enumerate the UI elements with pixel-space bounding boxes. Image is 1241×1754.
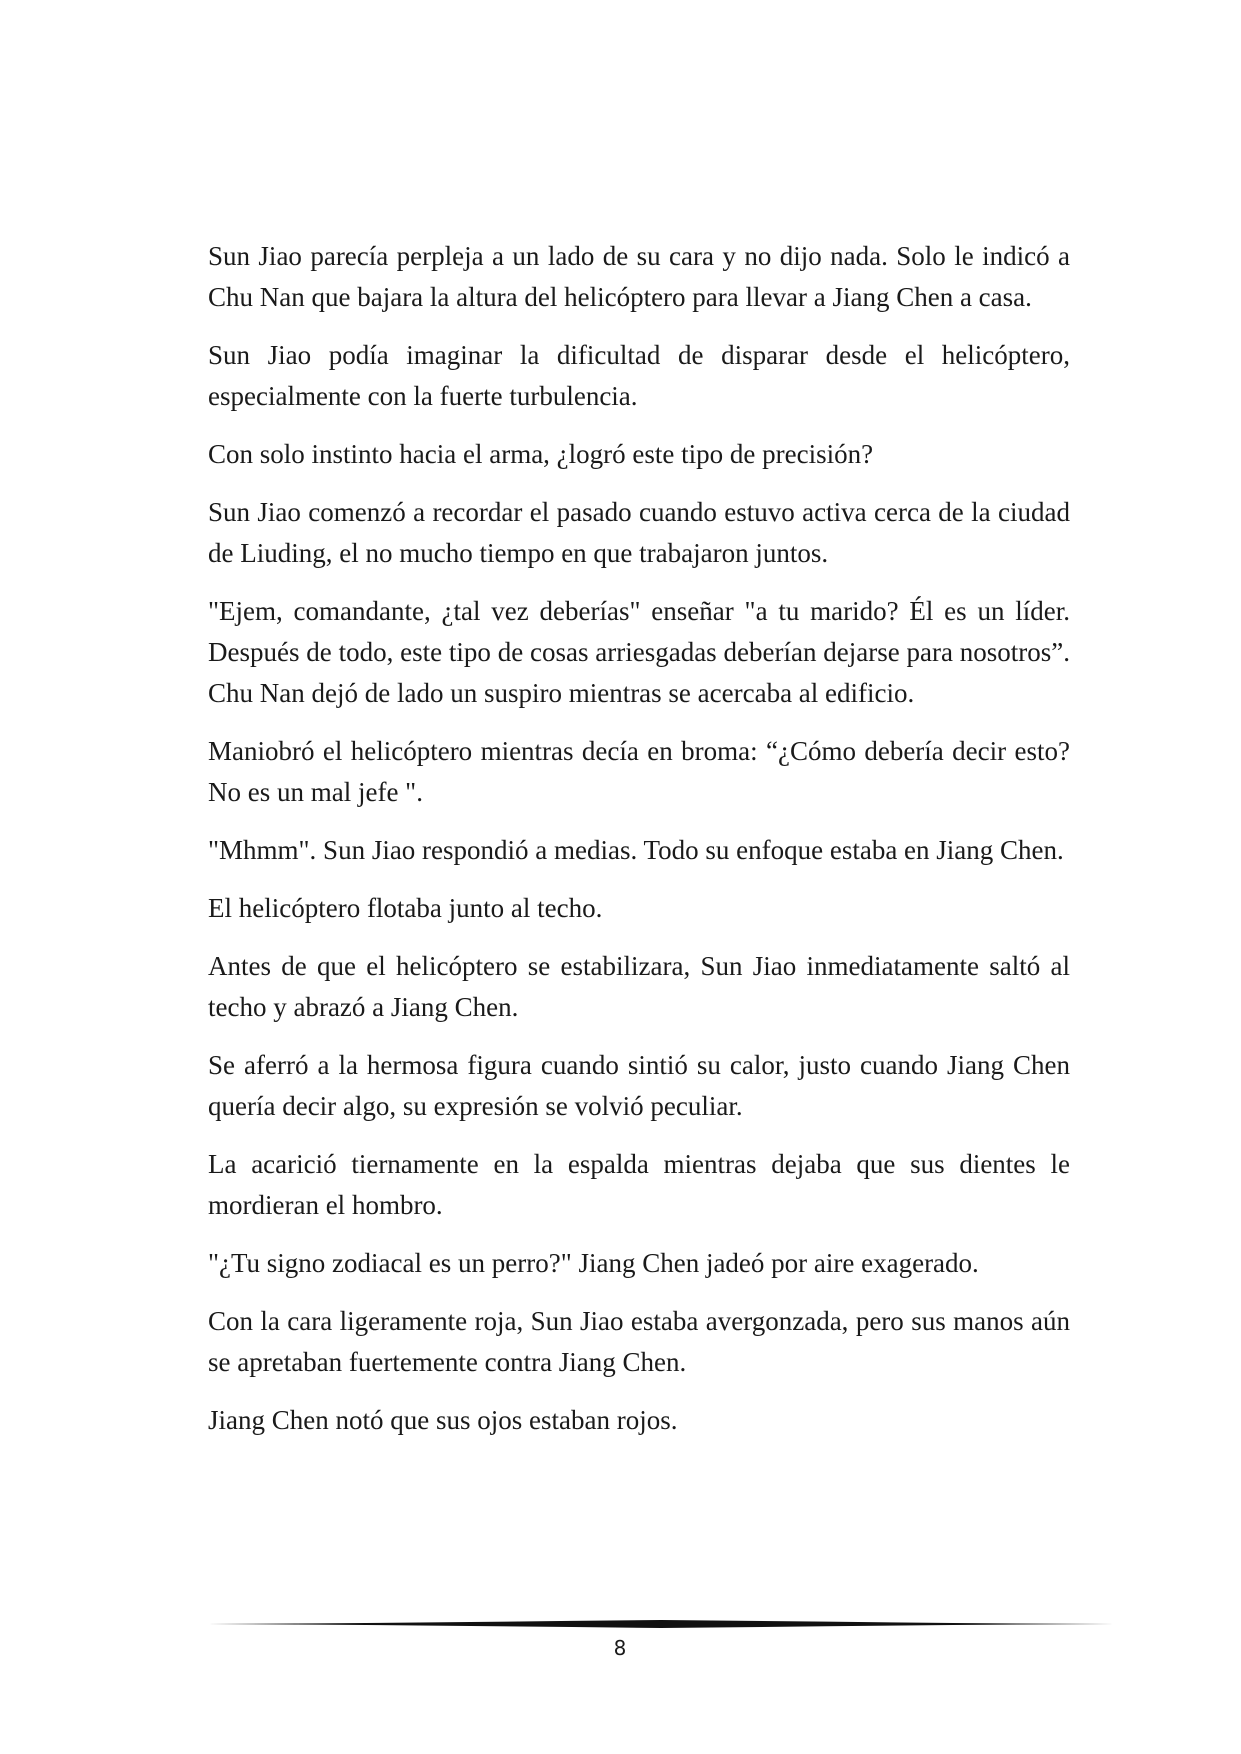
paragraph: "¿Tu signo zodiacal es un perro?" Jiang Chen jadeó por aire exagerado. [208,1248,979,1278]
paragraph: Antes de que el helicóptero se estabilizara, Sun Jiao inmediatamente saltó al techo y abrazó a Jiang Chen. [208,951,1070,1022]
paragraph: Con solo instinto hacia el arma, ¿logró este tipo de precisión? [208,439,874,469]
paragraph: "Ejem, comandante, ¿tal vez deberías" enseñar "a tu marido? Él es un líder. Después de todo, este tipo de cosas arriesgadas deberían dejarse para nosotros”. Chu Nan dejó de lado un suspiro mientras se acercaba al edificio. [208,596,1070,708]
paragraph: Sun Jiao podía imaginar la dificultad de disparar desde el helicóptero, especialmente con la fuerte turbulencia. [208,340,1070,411]
page-number: 8 [613,1636,627,1660]
paragraph: La acarició tiernamente en la espalda mientras dejaba que sus dientes le mordieran el hombro. [208,1149,1070,1220]
paragraph: Sun Jiao comenzó a recordar el pasado cuando estuvo activa cerca de la ciudad de Liuding, el no mucho tiempo en que trabajaron juntos. [208,497,1070,568]
paragraph: El helicóptero flotaba junto al techo. [208,893,603,923]
footer-divider [208,1618,1114,1630]
paragraph: Se aferró a la hermosa figura cuando sintió su calor, justo cuando Jiang Chen quería decir algo, su expresión se volvió peculiar. [208,1050,1070,1121]
paragraph: Con la cara ligeramente roja, Sun Jiao estaba avergonzada, pero sus manos aún se apretaban fuertemente contra Jiang Chen. [208,1306,1070,1377]
paragraph: Jiang Chen notó que sus ojos estaban rojos. [208,1405,678,1435]
paragraph: Maniobró el helicóptero mientras decía en broma: “¿Cómo debería decir esto? No es un mal jefe ". [208,736,1070,807]
body-text [208,236,1070,1458]
paragraph: "Mhmm". Sun Jiao respondió a medias. Todo su enfoque estaba en Jiang Chen. [208,835,1064,865]
paragraph: Sun Jiao parecía perpleja a un lado de su cara y no dijo nada. Solo le indicó a Chu Nan que bajara la altura del helicóptero para llevar a Jiang Chen a casa. [208,241,1070,312]
